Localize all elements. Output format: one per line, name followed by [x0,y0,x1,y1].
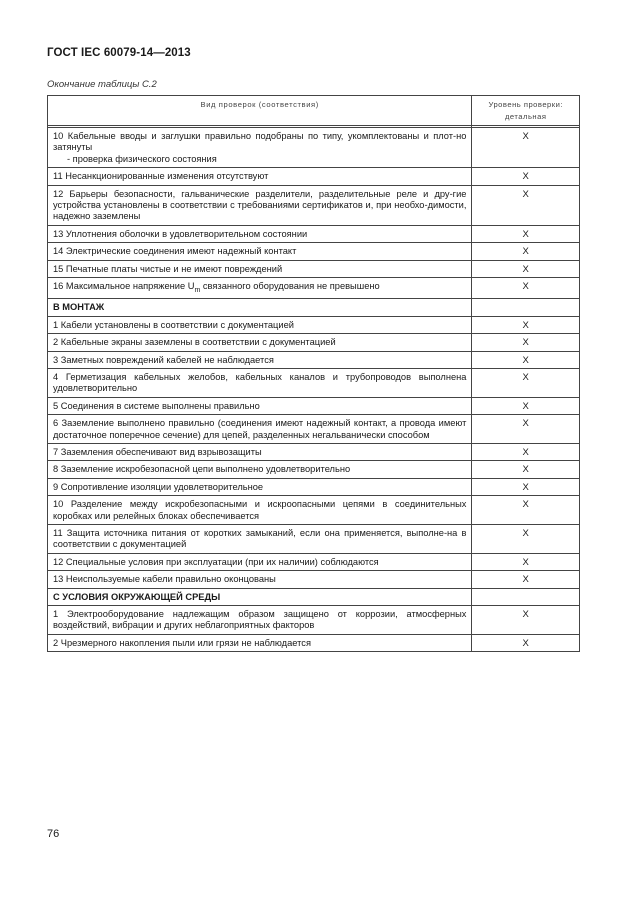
check-description [48,334,472,351]
check-mark: X [472,606,580,635]
check-mark: X [472,260,580,277]
check-mark: X [472,571,580,588]
check-text: 1 Кабели установлены в соответствии с документацией [53,319,294,330]
check-description [48,168,472,185]
check-mark: X [472,397,580,414]
check-description [48,225,472,242]
check-description [48,368,472,397]
check-text: 12 Барьеры безопасности, гальванические разделители, разделительные реле и дру-гие устройства установлены в соответствии с требованиями сертификатов и, при необхо-димости, надежно заземлены [53,188,467,222]
check-description [48,478,472,495]
table-row [48,351,580,368]
check-description [48,553,472,570]
check-text: 2 Кабельные экраны заземлены в соответствии с документацией [53,337,336,348]
check-text: 11 Защита источника питания от коротких замыканий, если она применяется, выполне-на в соответствии с документацией [53,528,467,550]
check-description [48,243,472,260]
check-description [48,260,472,277]
check-mark: X [472,443,580,460]
check-mark: X [472,243,580,260]
check-description [48,128,472,168]
table-row [48,415,580,444]
check-text: 11 Несанкционированные изменения отсутствуют [53,171,269,182]
check-text: 4 Герметизация кабельных желобов, кабельных каналов и трубопроводов выполнена удовлетворительно [53,371,467,394]
check-description [48,351,472,368]
table-row [48,334,580,351]
check-mark: X [472,168,580,185]
check-mark: X [472,128,580,168]
empty-cell [472,299,580,316]
table-header-row [48,96,580,126]
check-text: 2 Чрезмерного накопления пыли или грязи не наблюдается [53,637,311,648]
check-description [48,278,472,299]
column-header-level: Уровень проверки: детальная [472,96,580,126]
check-text: связанного оборудования не превышено [200,281,380,292]
table-row [48,397,580,414]
table-row [48,634,580,651]
check-mark: X [472,334,580,351]
check-description [48,606,472,635]
inspection-table [47,95,580,652]
check-description [48,496,472,525]
check-description [48,397,472,414]
table-row [48,553,580,570]
check-mark: X [472,225,580,242]
column-header-check-type: Вид проверок (соответствия) [48,96,472,126]
table-row [48,571,580,588]
subscript: m [194,286,201,294]
page-number: 76 [47,828,60,840]
check-text: 14 Электрические соединения имеют надежный контакт [53,246,297,257]
section-label: В МОНТАЖ [48,299,472,316]
table-row [48,606,580,635]
check-description [48,415,472,444]
table-row [48,225,580,242]
table-row [48,243,580,260]
check-text: 15 Печатные платы чистые и не имеют повреждений [53,263,283,274]
check-mark: X [472,553,580,570]
check-mark: X [472,461,580,478]
check-description [48,634,472,651]
check-mark: X [472,525,580,554]
table-row [48,168,580,185]
table-row [48,316,580,333]
table-row [48,128,580,168]
table-caption: Окончание таблицы С.2 [47,79,157,90]
check-text: 13 Неиспользуемые кабели правильно оконцованы [53,574,276,585]
table-row [48,185,580,225]
check-text: 13 Уплотнения оболочки в удовлетворительном состоянии [53,228,308,239]
check-description [48,571,472,588]
check-text: 10 Разделение между искробезопасными и искроопасными цепями в соединительных коробках или релейных блоках обеспечивается [53,499,467,521]
check-mark: X [472,351,580,368]
check-mark: X [472,415,580,444]
check-text: 9 Сопротивление изоляции удовлетворительное [53,481,264,492]
check-mark: X [472,496,580,525]
check-description [48,185,472,225]
table-body [48,126,580,652]
document-header: ГОСТ IEC 60079-14—2013 [47,47,191,59]
check-text: 12 Специальные условия при эксплуатации (при их наличии) соблюдаются [53,556,379,567]
table-row [48,525,580,554]
check-mark: X [472,278,580,299]
check-text: - проверка физического состояния [67,153,217,164]
table-row [48,443,580,460]
check-text: 10 Кабельные вводы и заглушки правильно подобраны по типу, укомплектованы и плот-но затянуты [53,131,467,153]
check-description [48,316,472,333]
table-row [48,496,580,525]
check-mark: X [472,316,580,333]
check-text: 3 Заметных повреждений кабелей не наблюдается [53,354,274,365]
section-row [48,588,580,605]
table-row [48,278,580,299]
table-row [48,478,580,495]
check-description [48,461,472,478]
check-mark: X [472,185,580,225]
check-text: 1 Электрооборудование надлежащим образом защищено от коррозии, атмосферных воздействий, вибрации и других неблагоприятных факторов [53,609,467,631]
table-row [48,368,580,397]
check-mark: X [472,634,580,651]
check-description [48,525,472,554]
check-text: 16 Максимальное напряжение U [53,281,195,292]
check-mark: X [472,368,580,397]
section-label: С УСЛОВИЯ ОКРУЖАЮЩЕЙ СРЕДЫ [48,588,472,605]
section-row [48,299,580,316]
check-text: 8 Заземление искробезопасной цепи выполнено удовлетворительно [53,464,351,475]
empty-cell [472,588,580,605]
check-mark: X [472,478,580,495]
table-row [48,260,580,277]
check-text: 7 Заземления обеспечивают вид взрывозащиты [53,446,262,457]
check-text: 6 Заземление выполнено правильно (соединения имеют надежный контакт, а провода имеют достаточное поперечное сечение) для цепей, разделенных негальванически способом [53,418,467,440]
check-description [48,443,472,460]
check-text: 5 Соединения в системе выполнены правильно [53,400,260,411]
table-row [48,461,580,478]
